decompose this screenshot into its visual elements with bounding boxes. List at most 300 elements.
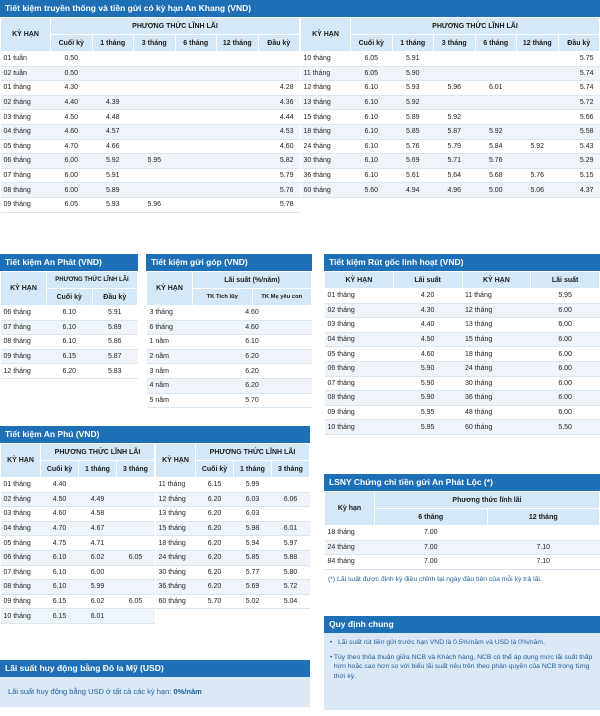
rate-cell: 5.70 [193,393,312,408]
term-cell: 09 tháng [325,405,394,420]
term-cell: 12 tháng [156,492,196,507]
rate-cell: 5.60 [351,183,393,198]
rate-cell: 5.96 [434,81,476,96]
rate-cell: 5.72 [272,580,310,595]
col-header: Cuối kỳ [51,35,93,52]
col-header: 6 tháng [475,35,517,52]
table-row [1,536,155,551]
rate-cell: 6.15 [196,478,234,493]
term-cell: 03 tháng [1,110,51,125]
ankhang-title: Tiết kiệm truyền thống và tiền gửi có kỳ hạn An Khang (VND) [0,0,600,17]
term-cell: 09 tháng [1,349,47,364]
table-row [1,81,300,96]
rate-cell [475,52,517,67]
term-cell: 24 tháng [301,139,351,154]
term-cell: 36 tháng [301,168,351,183]
table-row [147,364,312,379]
table-row [1,364,138,379]
term-cell: 08 tháng [1,335,47,350]
rate-cell: 6.05 [117,550,155,565]
term-cell: 02 tháng [1,95,51,110]
rate-cell: 6.00 [51,168,93,183]
rate-cell [117,507,155,522]
rate-cell: 7.10 [487,540,600,555]
rate-cell [134,95,176,110]
rate-cell: 5.76 [517,168,559,183]
rate-cell: 4.37 [558,183,600,198]
rate-cell: 5.82 [258,154,300,169]
rate-cell [117,478,155,493]
term-cell: 05 tháng [1,536,41,551]
table-row [1,183,300,198]
term-cell: 24 tháng [156,550,196,565]
bullet-icon: • [330,653,333,661]
term-cell: 06 tháng [1,306,47,321]
rate-cell: 5.96 [134,197,176,212]
rate-cell [92,66,134,81]
col-3-thang: 3 tháng [272,461,310,478]
rate-cell [475,95,517,110]
rate-cell [217,197,259,212]
rate-cell: 5.95 [393,420,462,435]
kyhan-header: KỲ HẠN [1,18,51,52]
rate-cell: 5.58 [558,124,600,139]
quydinh-section [324,616,600,710]
quydinh-item: Lãi suất rút tiền gửi trước hạn VND là 0.5%/năm và USD là 0%/năm. [338,639,545,646]
rate-cell: 5.76 [392,139,434,154]
ankhang-left-table [0,17,300,213]
table-row [301,154,600,169]
table-row [1,335,138,350]
table-row [156,507,310,522]
rate-cell: 4.50 [393,332,462,347]
rate-cell [517,95,559,110]
rate-cell: 4.75 [41,536,79,551]
rate-cell [175,124,217,139]
rate-cell: 11 tháng [462,289,531,304]
rate-cell: 15 tháng [462,332,531,347]
rate-cell: 4.30 [393,303,462,318]
rate-cell: 5.85 [234,550,272,565]
table-row [301,81,600,96]
table-row [325,332,600,347]
table-row [156,492,310,507]
rate-cell: 60 tháng [462,420,531,435]
rate-cell [175,139,217,154]
rate-cell: 5.91 [392,52,434,67]
rate-cell: 4.71 [79,536,117,551]
rate-cell: 5.72 [558,95,600,110]
gop-table [146,271,312,408]
rate-cell [175,197,217,212]
rate-cell: 5.95 [531,289,600,304]
rate-cell: 4.44 [258,110,300,125]
phuong-thuc-header: PHƯƠNG THỨC LĨNH LÃI [51,18,300,35]
rate-cell: 5.89 [92,320,138,335]
rate-cell: 5.79 [258,168,300,183]
term-cell: 6 tháng [147,320,193,335]
table-row [325,361,600,376]
table-row [156,550,310,565]
rate-cell: 4.50 [41,492,79,507]
rate-cell [217,110,259,125]
rate-cell: 6.10 [41,565,79,580]
rate-cell [272,478,310,493]
table-row [325,376,600,391]
rate-cell [117,565,155,580]
rate-cell: 6.10 [351,124,393,139]
phuong-thuc-header: PHƯƠNG THỨC LĨNH LÃI [41,444,155,461]
rate-cell: 6.03 [234,492,272,507]
ankhang-section [0,0,600,242]
table-row [156,536,310,551]
term-cell: 11 tháng [156,478,196,493]
term-cell: 30 tháng [156,565,196,580]
rate-cell: 6.00 [531,347,600,362]
col-header: 1 tháng [92,35,134,52]
col-cuoi-ky: Cuối kỳ [196,461,234,478]
term-cell: 3 tháng [147,306,193,321]
rate-cell: 30 tháng [462,376,531,391]
rate-cell: 6.05 [117,594,155,609]
phuong-thuc-header: PHƯƠNG THỨC LĨNH LÃI [351,18,600,35]
rate-cell: 6.10 [351,139,393,154]
rate-cell [272,507,310,522]
rate-cell: 24 tháng [462,361,531,376]
table-row [1,565,155,580]
table-row [1,492,155,507]
ankhang-right-table [300,17,600,198]
table-row [1,66,300,81]
rate-cell: 4.20 [393,289,462,304]
lai-suat-header: Lãi suất (%/năm) [193,272,312,289]
rate-cell [134,183,176,198]
anphat-section [0,254,138,394]
rate-cell: 4.49 [79,492,117,507]
rate-cell: 6.20 [47,364,93,379]
rate-cell: 5.99 [79,580,117,595]
rate-cell: 5.90 [393,376,462,391]
kyhan-header: KỲ HẠN [1,444,41,478]
rate-cell: 7.00 [375,540,488,555]
term-cell: 08 tháng [325,391,394,406]
rate-cell [434,52,476,67]
rate-cell: 5.93 [392,81,434,96]
rate-cell: 4.40 [41,478,79,493]
anphat-table [0,271,138,379]
rate-cell: 12 tháng [462,303,531,318]
col-header: Đầu kỳ [558,35,600,52]
rate-cell: 5.97 [272,536,310,551]
col-1-thang: 1 tháng [79,461,117,478]
term-cell: 24 tháng [325,540,375,555]
rate-cell [487,526,600,541]
term-cell: 06 tháng [325,361,394,376]
rate-cell: 6.10 [351,168,393,183]
rate-cell: 6.10 [351,154,393,169]
col-header: 3 tháng [434,35,476,52]
term-cell: 2 năm [147,349,193,364]
rate-cell: 6.20 [193,364,312,379]
rate-cell: 5.76 [475,154,517,169]
phuong-thuc-header: Phương thức lĩnh lãi [375,492,600,509]
term-cell: 12 tháng [301,81,351,96]
term-cell: 08 tháng [1,580,41,595]
rate-cell: 6.01 [79,609,117,624]
table-row [325,289,600,304]
rate-cell: 5.80 [272,565,310,580]
rate-cell: 6.00 [531,332,600,347]
rate-cell: 5.84 [475,139,517,154]
rate-cell: 6.01 [475,81,517,96]
rate-cell [434,66,476,81]
rate-cell: 4.70 [41,521,79,536]
rate-cell [258,52,300,67]
rate-cell: 4.57 [92,124,134,139]
rate-cell: 5.66 [558,110,600,125]
rate-cell: 4.40 [393,318,462,333]
rate-cell: 7.00 [375,526,488,541]
rate-cell: 6.01 [272,521,310,536]
gop-section [146,254,312,414]
term-cell: 07 tháng [1,168,51,183]
table-row [325,303,600,318]
kyhan-header: KỲ HẠN [1,272,47,306]
col-cuoi-ky: Cuối kỳ [47,289,93,306]
rate-cell: 6.00 [531,361,600,376]
term-cell: 03 tháng [325,318,394,333]
rutgoc-table [324,271,600,435]
table-row [301,95,600,110]
rate-cell: 5.90 [393,391,462,406]
table-row [325,526,600,541]
anphatloc-footnote: (*) Lãi suất được định kỳ điều chỉnh tại ngày đầu tiên của mỗi kỳ trả lãi. [328,575,542,583]
table-row [1,609,155,624]
table-row [147,393,312,408]
rate-cell: 5.77 [234,565,272,580]
rate-cell [134,124,176,139]
rate-cell: 4.60 [41,507,79,522]
bullet-icon: • [330,639,333,646]
table-row [301,183,600,198]
rate-cell: 6.10 [41,580,79,595]
term-cell: 3 năm [147,364,193,379]
rate-cell: 5.90 [393,361,462,376]
rate-cell: 6.10 [47,306,93,321]
term-cell: 04 tháng [325,332,394,347]
rate-cell: 5.06 [517,183,559,198]
term-cell: 06 tháng [1,550,41,565]
table-row [147,306,312,321]
table-row [325,540,600,555]
rate-cell [134,168,176,183]
rate-cell: 4.50 [51,110,93,125]
rate-cell: 5.29 [558,154,600,169]
rate-cell: 4.60 [193,320,312,335]
rate-cell: 5.89 [392,110,434,125]
rate-cell [175,66,217,81]
rate-cell: 5.93 [92,197,134,212]
term-cell: 07 tháng [325,376,394,391]
rate-cell [134,52,176,67]
rate-cell: 5.15 [558,168,600,183]
anphatloc-section [324,474,600,602]
term-cell: 09 tháng [1,594,41,609]
rate-cell [175,154,217,169]
col-header: 6 tháng [175,35,217,52]
rate-cell: 5.94 [234,536,272,551]
rate-cell: 4.28 [258,81,300,96]
table-row [325,405,600,420]
rate-cell [217,183,259,198]
table-row [301,66,600,81]
col-lai-suat: Lãi suất [393,272,462,289]
anphat-title: Tiết kiệm An Phát (VND) [0,254,138,271]
term-cell: 13 tháng [301,95,351,110]
rate-cell: 5.04 [272,594,310,609]
anphatloc-title: LSNY Chứng chỉ tiền gửi An Phát Lộc (*) [324,474,600,491]
rate-cell: 5.76 [258,183,300,198]
rate-cell: 6.00 [79,565,117,580]
table-row [147,378,312,393]
table-row [301,168,600,183]
rate-cell: 5.95 [134,154,176,169]
rate-cell [258,66,300,81]
kyhan-header: KỲ HẠN [301,18,351,52]
rate-cell: 4.60 [393,347,462,362]
rate-cell: 4.60 [51,124,93,139]
term-cell: 02 tháng [325,303,394,318]
col-lai-suat: Lãi suất [531,272,600,289]
table-row [156,594,310,609]
table-row [301,124,600,139]
anphu-right-table [155,443,310,609]
anphu-left-table [0,443,155,624]
term-cell: 02 tháng [1,492,41,507]
term-cell: 06 tháng [1,154,51,169]
rate-cell: 6.20 [196,550,234,565]
col-3-thang: 3 tháng [117,461,155,478]
col-cuoi-ky: Cuối kỳ [41,461,79,478]
table-row [1,580,155,595]
usd-title: Lãi suất huy động bằng Đô la Mỹ (USD) [0,660,310,677]
col-header: Cuối kỳ [351,35,393,52]
term-cell: 18 tháng [156,536,196,551]
term-cell: 30 tháng [301,154,351,169]
anphatloc-table [324,491,600,570]
term-cell: 01 tuần [1,52,51,67]
rate-cell: 5.78 [258,197,300,212]
rate-cell: 6.10 [351,95,393,110]
rate-cell: 4.48 [92,110,134,125]
table-row [156,565,310,580]
rate-cell: 6.10 [41,550,79,565]
rate-cell: 18 tháng [462,347,531,362]
term-cell: 03 tháng [1,507,41,522]
term-cell: 07 tháng [1,565,41,580]
table-row [156,580,310,595]
rate-cell [175,110,217,125]
rate-cell [175,183,217,198]
rate-cell: 5.83 [92,364,138,379]
table-row [156,478,310,493]
table-row [325,391,600,406]
rate-cell: 5.71 [434,154,476,169]
rate-cell [117,609,155,624]
rate-cell: 5.92 [475,124,517,139]
table-row [1,154,300,169]
quydinh-item: Tùy theo thỏa thuận giữa NCB và Khách hàng, NCB có thể áp dụng mức lãi suất thấp hơn hoặc cao hơn so với biểu lãi suất nêu trên theo phân quyền của NCB trong từng thời kỳ. [333,653,593,680]
col-me-yeu-con: TK Mẹ yêu con [252,289,312,306]
rate-cell: 5.69 [392,154,434,169]
rate-cell: 6.10 [351,81,393,96]
term-cell: 05 tháng [1,139,51,154]
rate-cell: 7.10 [487,555,600,570]
rate-cell: 5.64 [434,168,476,183]
rate-cell: 5.90 [392,66,434,81]
usd-section [0,660,310,710]
rate-cell: 6.02 [79,550,117,565]
phuong-thuc-header: PHƯƠNG THỨC LĨNH LÃI [196,444,310,461]
rate-cell: 4.58 [79,507,117,522]
rate-cell [217,81,259,96]
table-row [1,197,300,212]
rate-cell [217,168,259,183]
table-row [1,95,300,110]
rate-cell: 6.00 [531,376,600,391]
rate-cell: 6.05 [351,52,393,67]
rate-cell: 4.53 [258,124,300,139]
rate-cell: 13 tháng [462,318,531,333]
rate-cell: 6.00 [531,391,600,406]
rate-cell: 4.96 [434,183,476,198]
rate-cell [434,95,476,110]
rate-cell [517,124,559,139]
rate-cell: 4.36 [258,95,300,110]
rate-cell: 6.00 [51,154,93,169]
rate-cell: 0.50 [51,52,93,67]
table-row [1,110,300,125]
rate-cell [92,81,134,96]
rutgoc-section [324,254,600,462]
rate-cell [475,66,517,81]
rate-cell [217,95,259,110]
term-cell: 07 tháng [1,320,47,335]
table-row [325,347,600,362]
rate-cell: 6.15 [41,609,79,624]
col-kyhan: KỲ HẠN [462,272,531,289]
rate-cell: 4.70 [51,139,93,154]
rate-cell: 6.10 [47,320,93,335]
rate-cell: 4.60 [258,139,300,154]
term-cell: 04 tháng [1,124,51,139]
table-row [325,318,600,333]
term-cell: 01 tháng [1,478,41,493]
term-cell: 4 năm [147,378,193,393]
table-row [301,52,600,67]
table-row [1,320,138,335]
anphu-section [0,426,310,652]
rate-cell: 5.92 [517,139,559,154]
term-cell: 11 tháng [301,66,351,81]
rate-cell: 6.10 [351,110,393,125]
rate-cell: 5.92 [434,110,476,125]
rate-cell: 6.00 [531,318,600,333]
rate-cell: 5.88 [272,550,310,565]
rate-cell: 5.43 [558,139,600,154]
rate-cell: 6.00 [531,303,600,318]
table-row [147,320,312,335]
